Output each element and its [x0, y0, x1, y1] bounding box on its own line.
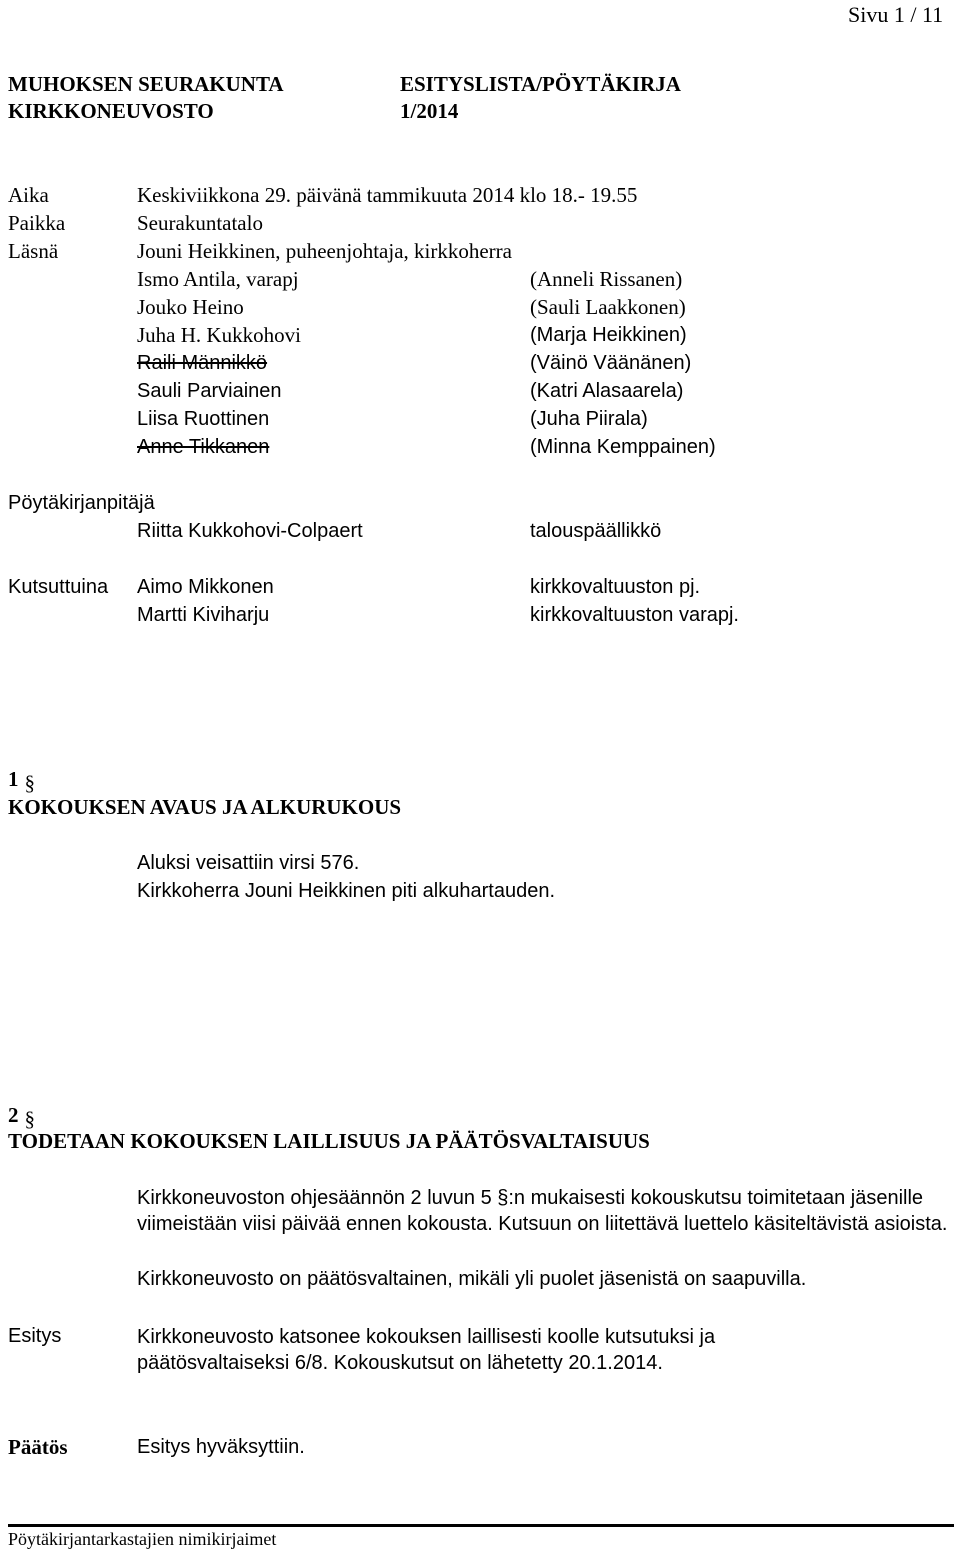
section-number: [8, 767, 39, 796]
section-paragraph: Kirkkoneuvoston ohjesäännön 2 luvun 5 §:n mukaisesti kokouskutsu toimitetaan jäsenille viimeistään viisi päivää ennen kokousta. Kutsuun on liitettävä luettelo käsiteltävistä asioista.: [137, 1187, 948, 1235]
section-text-line: Kirkkoherra Jouni Heikkinen piti alkuhartauden.: [137, 880, 556, 902]
member-name: Ismo Antila, varapj: [137, 267, 299, 291]
section-sign: §: [24, 1107, 35, 1131]
secretary-role: talouspäällikkö: [530, 520, 662, 542]
member-deputy: (Väinö Väänänen): [530, 352, 692, 374]
member-name: Sauli Parviainen: [137, 380, 282, 402]
footer-label: Pöytäkirjantarkastajien nimikirjaimet: [8, 1529, 277, 1549]
member-name: Juha H. Kukkohovi: [137, 323, 301, 347]
decision-label: Päätös: [8, 1435, 68, 1459]
footer-rule: [8, 1524, 954, 1527]
member-deputy: (Minna Kemppainen): [530, 436, 716, 458]
proposal-text: Kirkkoneuvosto katsonee kokouksen laillisesti koolle kutsutuksi ja päätösvaltaiseksi 6/8. Kokouskutsut on lähetetty 20.1.2014.: [137, 1326, 716, 1374]
section-sign: §: [24, 771, 35, 795]
secretary-name: Riitta Kukkohovi-Colpaert: [137, 520, 363, 542]
member-name: Jouko Heino: [137, 295, 244, 319]
chair-name: Jouni Heikkinen, puheenjohtaja, kirkkoherra: [137, 239, 512, 263]
time-value: Keskiviikkona 29. päivänä tammikuuta 2014 klo 18.- 19.55: [137, 183, 638, 207]
member-deputy: (Marja Heikkinen): [530, 324, 687, 346]
place-label: Paikka: [8, 211, 66, 235]
member-name-absent: Anne Tikkanen: [137, 436, 270, 458]
invited-label: Kutsuttuina: [8, 576, 109, 598]
section-title: KOKOUKSEN AVAUS JA ALKURUKOUS: [8, 795, 402, 819]
organization-body: KIRKKONEUVOSTO: [8, 99, 214, 123]
organization-name: MUHOKSEN SEURAKUNTA: [8, 72, 284, 96]
document-type: ESITYSLISTA/PÖYTÄKIRJA: [400, 72, 681, 96]
proposal-label: Esitys: [8, 1325, 62, 1347]
present-label: Läsnä: [8, 239, 59, 263]
secretary-label: Pöytäkirjanpitäjä: [8, 492, 155, 514]
member-name-absent: Raili Männikkö: [137, 352, 268, 374]
document-number: 1/2014: [400, 99, 459, 123]
member-deputy: (Katri Alasaarela): [530, 380, 684, 402]
section-number-value: 1: [8, 767, 19, 791]
time-label: Aika: [8, 183, 49, 207]
section-number-value: 2: [8, 1103, 19, 1127]
section-text-line: Aluksi veisattiin virsi 576.: [137, 852, 360, 874]
place-value: Seurakuntatalo: [137, 211, 263, 235]
invited-role: kirkkovaltuuston varapj.: [530, 604, 739, 626]
section-number: [8, 1103, 39, 1132]
member-deputy: (Sauli Laakkonen): [530, 295, 686, 319]
member-name: Liisa Ruottinen: [137, 408, 270, 430]
member-deputy: (Juha Piirala): [530, 408, 648, 430]
section-title: TODETAAN KOKOUKSEN LAILLISUUS JA PÄÄTÖSVALTAISUUS: [8, 1129, 650, 1153]
decision-text: Esitys hyväksyttiin.: [137, 1436, 305, 1458]
invited-role: kirkkovaltuuston pj.: [530, 576, 701, 598]
section-paragraph: Kirkkoneuvosto on päätösvaltainen, mikäli yli puolet jäsenistä on saapuvilla.: [137, 1268, 807, 1290]
page-number: Sivu 1 / 11: [848, 2, 944, 27]
invited-name: Aimo Mikkonen: [137, 576, 274, 598]
member-deputy: (Anneli Rissanen): [530, 267, 683, 291]
invited-name: Martti Kiviharju: [137, 604, 270, 626]
